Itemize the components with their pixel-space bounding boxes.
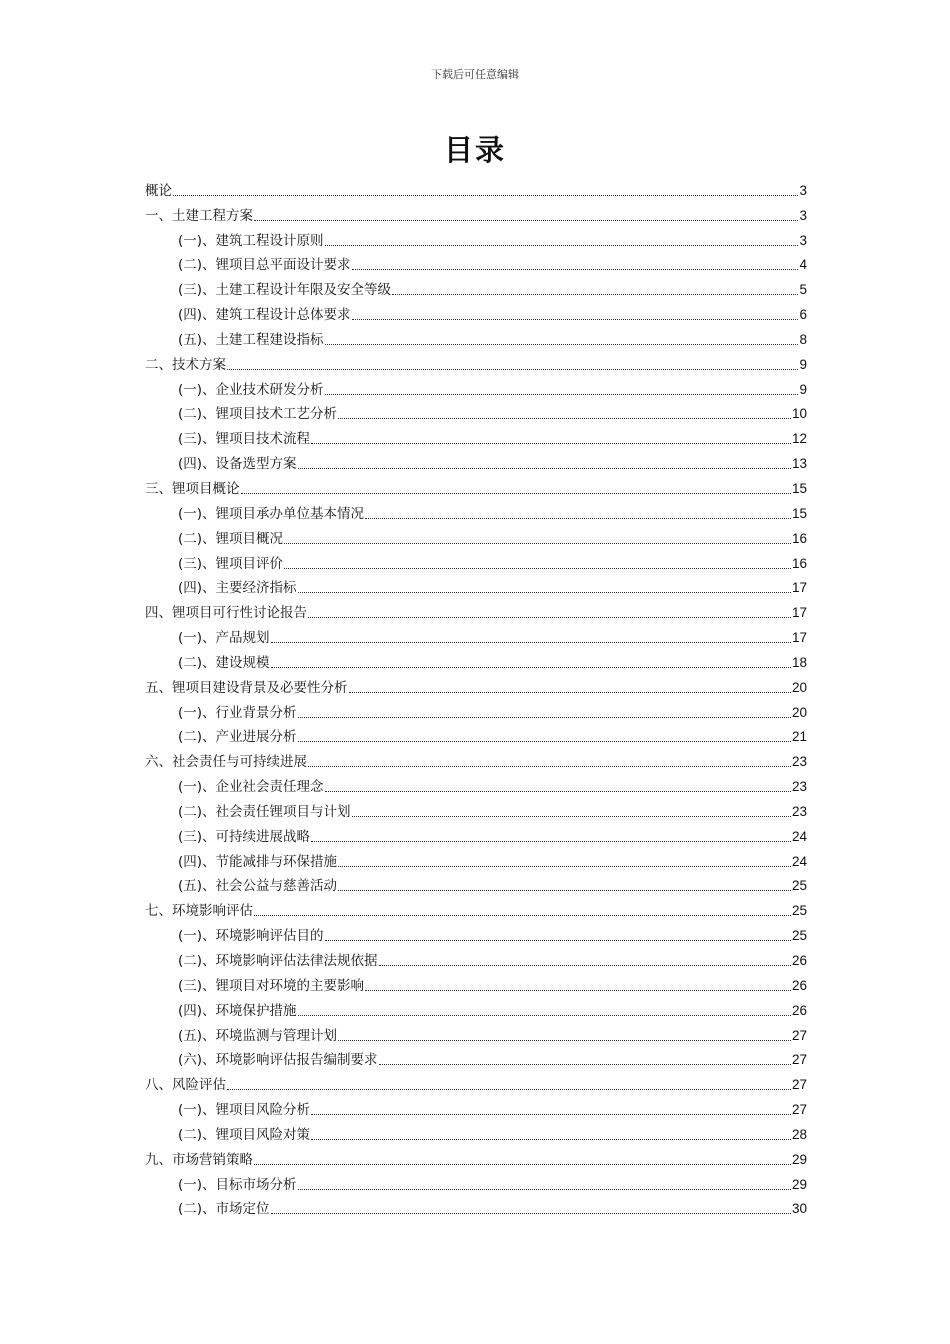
toc-entry[interactable] [145, 1194, 807, 1219]
toc-entry-page-number: 13 [791, 456, 807, 472]
toc-entry-page-number: 26 [791, 953, 807, 968]
toc-dot-leader [325, 394, 799, 395]
toc-entry[interactable] [145, 920, 807, 945]
toc-entry-page-number: 23 [791, 754, 807, 770]
toc-dot-leader [298, 1189, 791, 1190]
toc-entry-label: 八、风险评估 [145, 1077, 226, 1094]
toc-entry-page-number: 17 [791, 605, 807, 621]
toc-entry[interactable] [145, 473, 807, 498]
toc-entry-page-number: 23 [791, 779, 807, 795]
toc-entry[interactable] [145, 945, 807, 970]
toc-entry-label: (一)、目标市场分析 [178, 1176, 297, 1193]
toc-entry[interactable] [145, 1069, 807, 1094]
toc-entry-page-number: 23 [791, 803, 807, 819]
toc-entry-page-number: 26 [791, 1002, 807, 1018]
toc-dot-leader [284, 568, 791, 569]
toc-dot-leader [311, 443, 791, 444]
toc-entry-page-number: 25 [791, 903, 807, 919]
toc-dot-leader [298, 468, 791, 469]
toc-entry-page-number: 8 [799, 331, 807, 347]
toc-entry-label: (五)、环境监测与管理计划 [178, 1027, 338, 1044]
toc-dot-leader [325, 245, 799, 246]
toc-entry-label: (一)、锂项目风险分析 [178, 1102, 311, 1119]
toc-dot-leader [352, 269, 799, 270]
toc-entry-page-number: 15 [791, 505, 807, 521]
toc-entry-label: (二)、建设规模 [178, 654, 270, 671]
toc-dot-leader [352, 816, 791, 817]
toc-entry[interactable] [145, 250, 807, 275]
toc-entry[interactable] [145, 498, 807, 523]
toc-title: 目录 [443, 133, 506, 167]
toc-entry-page-number: 21 [791, 729, 807, 745]
toc-entry-label: (四)、建筑工程设计总体要求 [178, 307, 351, 324]
toc-entry[interactable] [145, 274, 807, 299]
toc-entry-page-number: 27 [791, 1052, 807, 1068]
toc-entry-label: (二)、市场定位 [178, 1201, 270, 1218]
toc-entry[interactable] [145, 1094, 807, 1119]
toc-entry-label: (四)、主要经济指标 [178, 580, 297, 597]
toc-dot-leader [311, 1139, 791, 1140]
toc-entry-label: 三、锂项目概论 [145, 480, 240, 497]
toc-entry-page-number: 3 [799, 207, 807, 223]
toc-entry[interactable] [145, 299, 807, 324]
toc-entry[interactable] [145, 349, 807, 374]
toc-entry[interactable] [145, 871, 807, 896]
toc-entry-page-number: 16 [791, 555, 807, 571]
toc-entry-page-number: 9 [799, 356, 807, 372]
toc-entry[interactable] [145, 1144, 807, 1169]
toc-entry-label: (二)、锂项目风险对策 [178, 1126, 311, 1143]
toc-dot-leader [284, 543, 791, 544]
toc-entry-label: (三)、锂项目技术流程 [178, 431, 311, 448]
toc-entry[interactable] [145, 225, 807, 250]
toc-entry-label: (一)、企业社会责任理念 [178, 779, 324, 796]
toc-dot-leader [298, 717, 791, 718]
toc-entry[interactable] [145, 771, 807, 796]
toc-entry-label: 四、锂项目可行性讨论报告 [145, 605, 307, 622]
toc-entry-label: (二)、环境影响评估法律法规依据 [178, 953, 378, 969]
toc-entry-label: (四)、节能减排与环保措施 [178, 853, 338, 870]
toc-entry-page-number: 20 [791, 704, 807, 720]
toc-entry-page-number: 17 [791, 630, 807, 646]
toc-entry[interactable] [145, 672, 807, 697]
toc-dot-leader [254, 1164, 791, 1165]
toc-entry-label: (二)、锂项目技术工艺分析 [178, 406, 338, 423]
toc-entry-label: (一)、环境影响评估目的 [178, 928, 324, 945]
toc-entry[interactable] [145, 200, 807, 225]
toc-entry-page-number: 20 [791, 679, 807, 695]
toc-entry-page-number: 27 [791, 1077, 807, 1093]
toc-dot-leader [271, 642, 791, 643]
toc-entry-page-number: 26 [791, 977, 807, 993]
toc-entry-page-number: 9 [799, 381, 807, 397]
toc-entry-label: 一、土建工程方案 [145, 207, 253, 224]
toc-entry[interactable] [145, 796, 807, 821]
toc-dot-leader [325, 940, 791, 941]
toc-entry[interactable] [145, 597, 807, 622]
toc-entry-label: (三)、可持续进展战略 [178, 828, 311, 845]
toc-entry-page-number: 12 [791, 431, 807, 447]
toc-entry-label: (一)、产品规划 [178, 630, 270, 647]
toc-entry-label: (一)、行业背景分析 [178, 704, 297, 721]
toc-entry-label: (一)、企业技术研发分析 [178, 381, 324, 398]
toc-entry-page-number: 24 [791, 853, 807, 869]
toc-dot-leader [254, 220, 798, 221]
toc-entry-page-number: 16 [791, 530, 807, 546]
toc-entry-label: (三)、锂项目评价 [178, 555, 284, 572]
toc-entry-page-number: 15 [791, 480, 807, 496]
toc-entry-page-number: 28 [791, 1126, 807, 1142]
toc-entry[interactable] [145, 647, 807, 672]
toc-entry-label: (二)、社会责任锂项目与计划 [178, 803, 351, 820]
toc-entry[interactable] [145, 175, 807, 200]
toc-entry-page-number: 27 [791, 1102, 807, 1118]
toc-entry[interactable] [145, 374, 807, 399]
toc-dot-leader [298, 741, 791, 742]
toc-entry[interactable] [145, 995, 807, 1020]
toc-entry-label: 二、技术方案 [145, 356, 226, 373]
toc-entry-label: (二)、锂项目概况 [178, 530, 284, 547]
toc-entry-label: (三)、土建工程设计年限及安全等级 [178, 282, 392, 299]
toc-entry[interactable] [145, 324, 807, 349]
toc-entry-page-number: 29 [791, 1151, 807, 1167]
toc-entry[interactable] [145, 423, 807, 448]
toc-dot-leader [271, 667, 791, 668]
toc-dot-leader [298, 1015, 791, 1016]
toc-entry[interactable] [145, 1020, 807, 1045]
toc-entry-page-number: 6 [799, 307, 807, 323]
toc-entry[interactable] [145, 448, 807, 473]
toc-entry-page-number: 10 [791, 406, 807, 422]
toc-entry[interactable] [145, 548, 807, 573]
toc-dot-leader [379, 1064, 791, 1065]
toc-dot-leader [392, 294, 798, 295]
toc-entry-label: 五、锂项目建设背景及必要性分析 [145, 679, 348, 696]
toc-dot-leader [325, 344, 799, 345]
toc-entry-page-number: 3 [799, 182, 807, 198]
toc-entry[interactable] [145, 697, 807, 722]
toc-dot-leader [254, 915, 791, 916]
toc-dot-leader [325, 791, 791, 792]
toc-dot-leader [338, 890, 791, 891]
toc-dot-leader [349, 692, 791, 693]
toc-entry-page-number: 29 [791, 1176, 807, 1192]
toc-entry-label: (五)、社会公益与慈善活动 [178, 878, 338, 895]
toc-dot-leader [338, 418, 791, 419]
toc-entry-label: (一)、建筑工程设计原则 [178, 232, 324, 249]
toc-dot-leader [173, 195, 798, 196]
toc-entry-label: 七、环境影响评估 [145, 903, 253, 920]
toc-dot-leader [338, 866, 791, 867]
toc-dot-leader [352, 319, 799, 320]
toc-dot-leader [311, 841, 791, 842]
toc-entry-page-number: 17 [791, 580, 807, 596]
toc-entry-page-number: 3 [799, 232, 807, 248]
toc-entry[interactable] [145, 523, 807, 548]
toc-entry[interactable] [145, 399, 807, 424]
toc-dot-leader [338, 1040, 791, 1041]
toc-entry[interactable] [145, 573, 807, 598]
toc-entry[interactable] [145, 895, 807, 920]
toc-dot-leader [227, 369, 798, 370]
toc-entry-page-number: 18 [791, 654, 807, 670]
toc-entry[interactable] [145, 746, 807, 771]
toc-dot-leader [311, 1114, 791, 1115]
toc-dot-leader [298, 592, 791, 593]
toc-entry[interactable] [145, 970, 807, 995]
page-header-note: 下载后可任意编辑 [431, 68, 519, 81]
toc-entry-page-number: 25 [791, 928, 807, 944]
toc-entry-page-number: 25 [791, 878, 807, 894]
toc-entry-label: (三)、锂项目对环境的主要影响 [178, 977, 365, 994]
toc-dot-leader [365, 990, 791, 991]
toc-dot-leader [227, 1089, 791, 1090]
toc-dot-leader [379, 965, 791, 966]
toc-dot-leader [241, 493, 791, 494]
toc-entry-label: (一)、锂项目承办单位基本情况 [178, 505, 365, 522]
toc-entry-label: 概论 [145, 182, 172, 199]
toc-entry[interactable] [145, 821, 807, 846]
toc-entry-page-number: 27 [791, 1027, 807, 1043]
toc-entry-label: (二)、产业进展分析 [178, 729, 297, 746]
toc-entry-label: 六、社会责任与可持续进展 [145, 754, 307, 771]
toc-entry[interactable] [145, 1169, 807, 1194]
toc-entry[interactable] [145, 1045, 807, 1070]
table-of-contents [145, 175, 807, 1218]
toc-entry-label: 九、市场营销策略 [145, 1151, 253, 1168]
toc-entry-page-number: 30 [791, 1201, 807, 1217]
toc-entry-page-number: 5 [799, 282, 807, 298]
toc-entry[interactable] [145, 846, 807, 871]
toc-entry-label: (六)、环境影响评估报告编制要求 [178, 1052, 378, 1069]
toc-dot-leader [271, 1213, 791, 1214]
toc-dot-leader [365, 518, 791, 519]
toc-entry-page-number: 4 [799, 257, 807, 273]
toc-entry-label: (五)、土建工程建设指标 [178, 331, 324, 348]
toc-entry-page-number: 24 [791, 828, 807, 844]
toc-entry[interactable] [145, 622, 807, 647]
toc-entry-label: (四)、环境保护措施 [178, 1002, 297, 1019]
toc-entry[interactable] [145, 722, 807, 747]
toc-dot-leader [308, 766, 791, 767]
toc-entry-label: (四)、设备选型方案 [178, 456, 297, 473]
toc-entry[interactable] [145, 1119, 807, 1144]
toc-entry-label: (二)、锂项目总平面设计要求 [178, 257, 351, 274]
toc-dot-leader [308, 617, 791, 618]
